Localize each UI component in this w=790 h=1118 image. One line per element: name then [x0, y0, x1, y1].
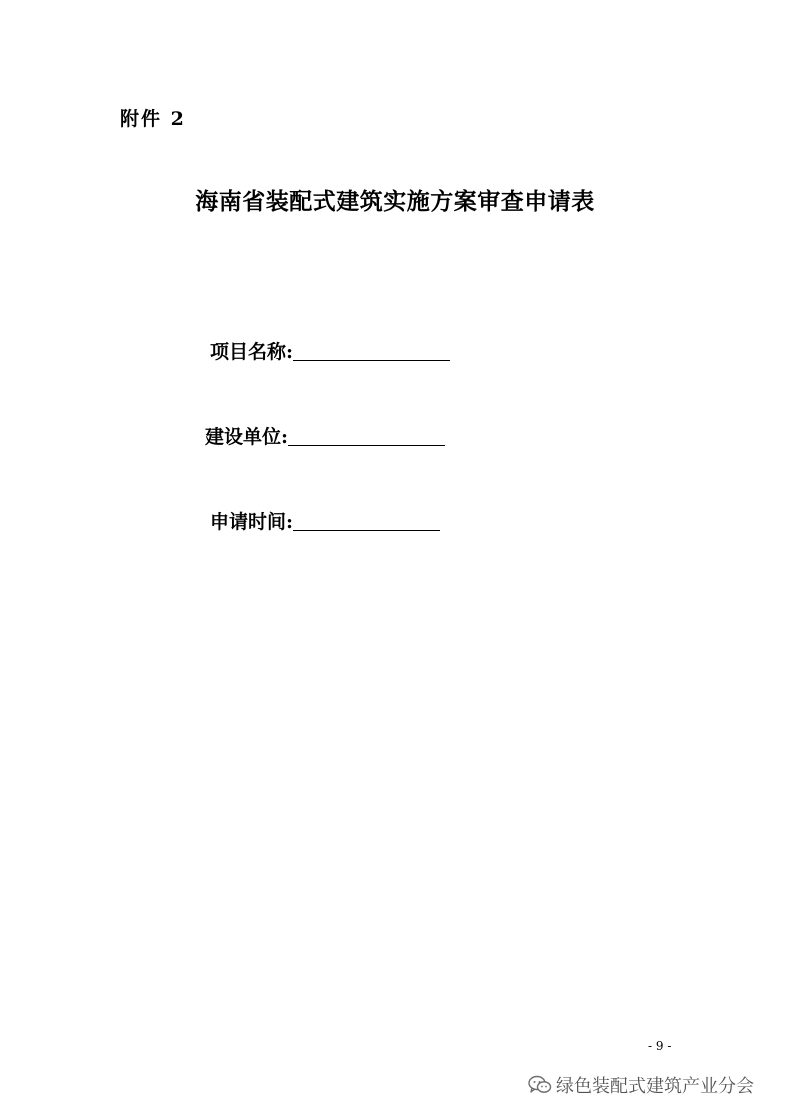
attachment-label: 附件 2 — [120, 108, 186, 130]
page-number: - 9 - — [648, 1039, 672, 1053]
wechat-icon — [528, 1075, 552, 1095]
project-name-row — [210, 339, 450, 365]
construction-unit-field[interactable] — [288, 445, 445, 446]
application-date-row — [210, 509, 440, 535]
construction-unit-label: 建设单位: — [205, 426, 289, 448]
application-date-label: 申请时间: — [210, 511, 294, 533]
application-date-field[interactable] — [293, 530, 440, 531]
project-name-field[interactable] — [293, 360, 450, 361]
project-name-label: 项目名称: — [210, 341, 294, 363]
wechat-watermark — [528, 1072, 754, 1098]
watermark-text: 绿色装配式建筑产业分会 — [556, 1076, 754, 1097]
page-title: 海南省装配式建筑实施方案审查申请表 — [195, 188, 595, 215]
construction-unit-row — [205, 424, 445, 450]
